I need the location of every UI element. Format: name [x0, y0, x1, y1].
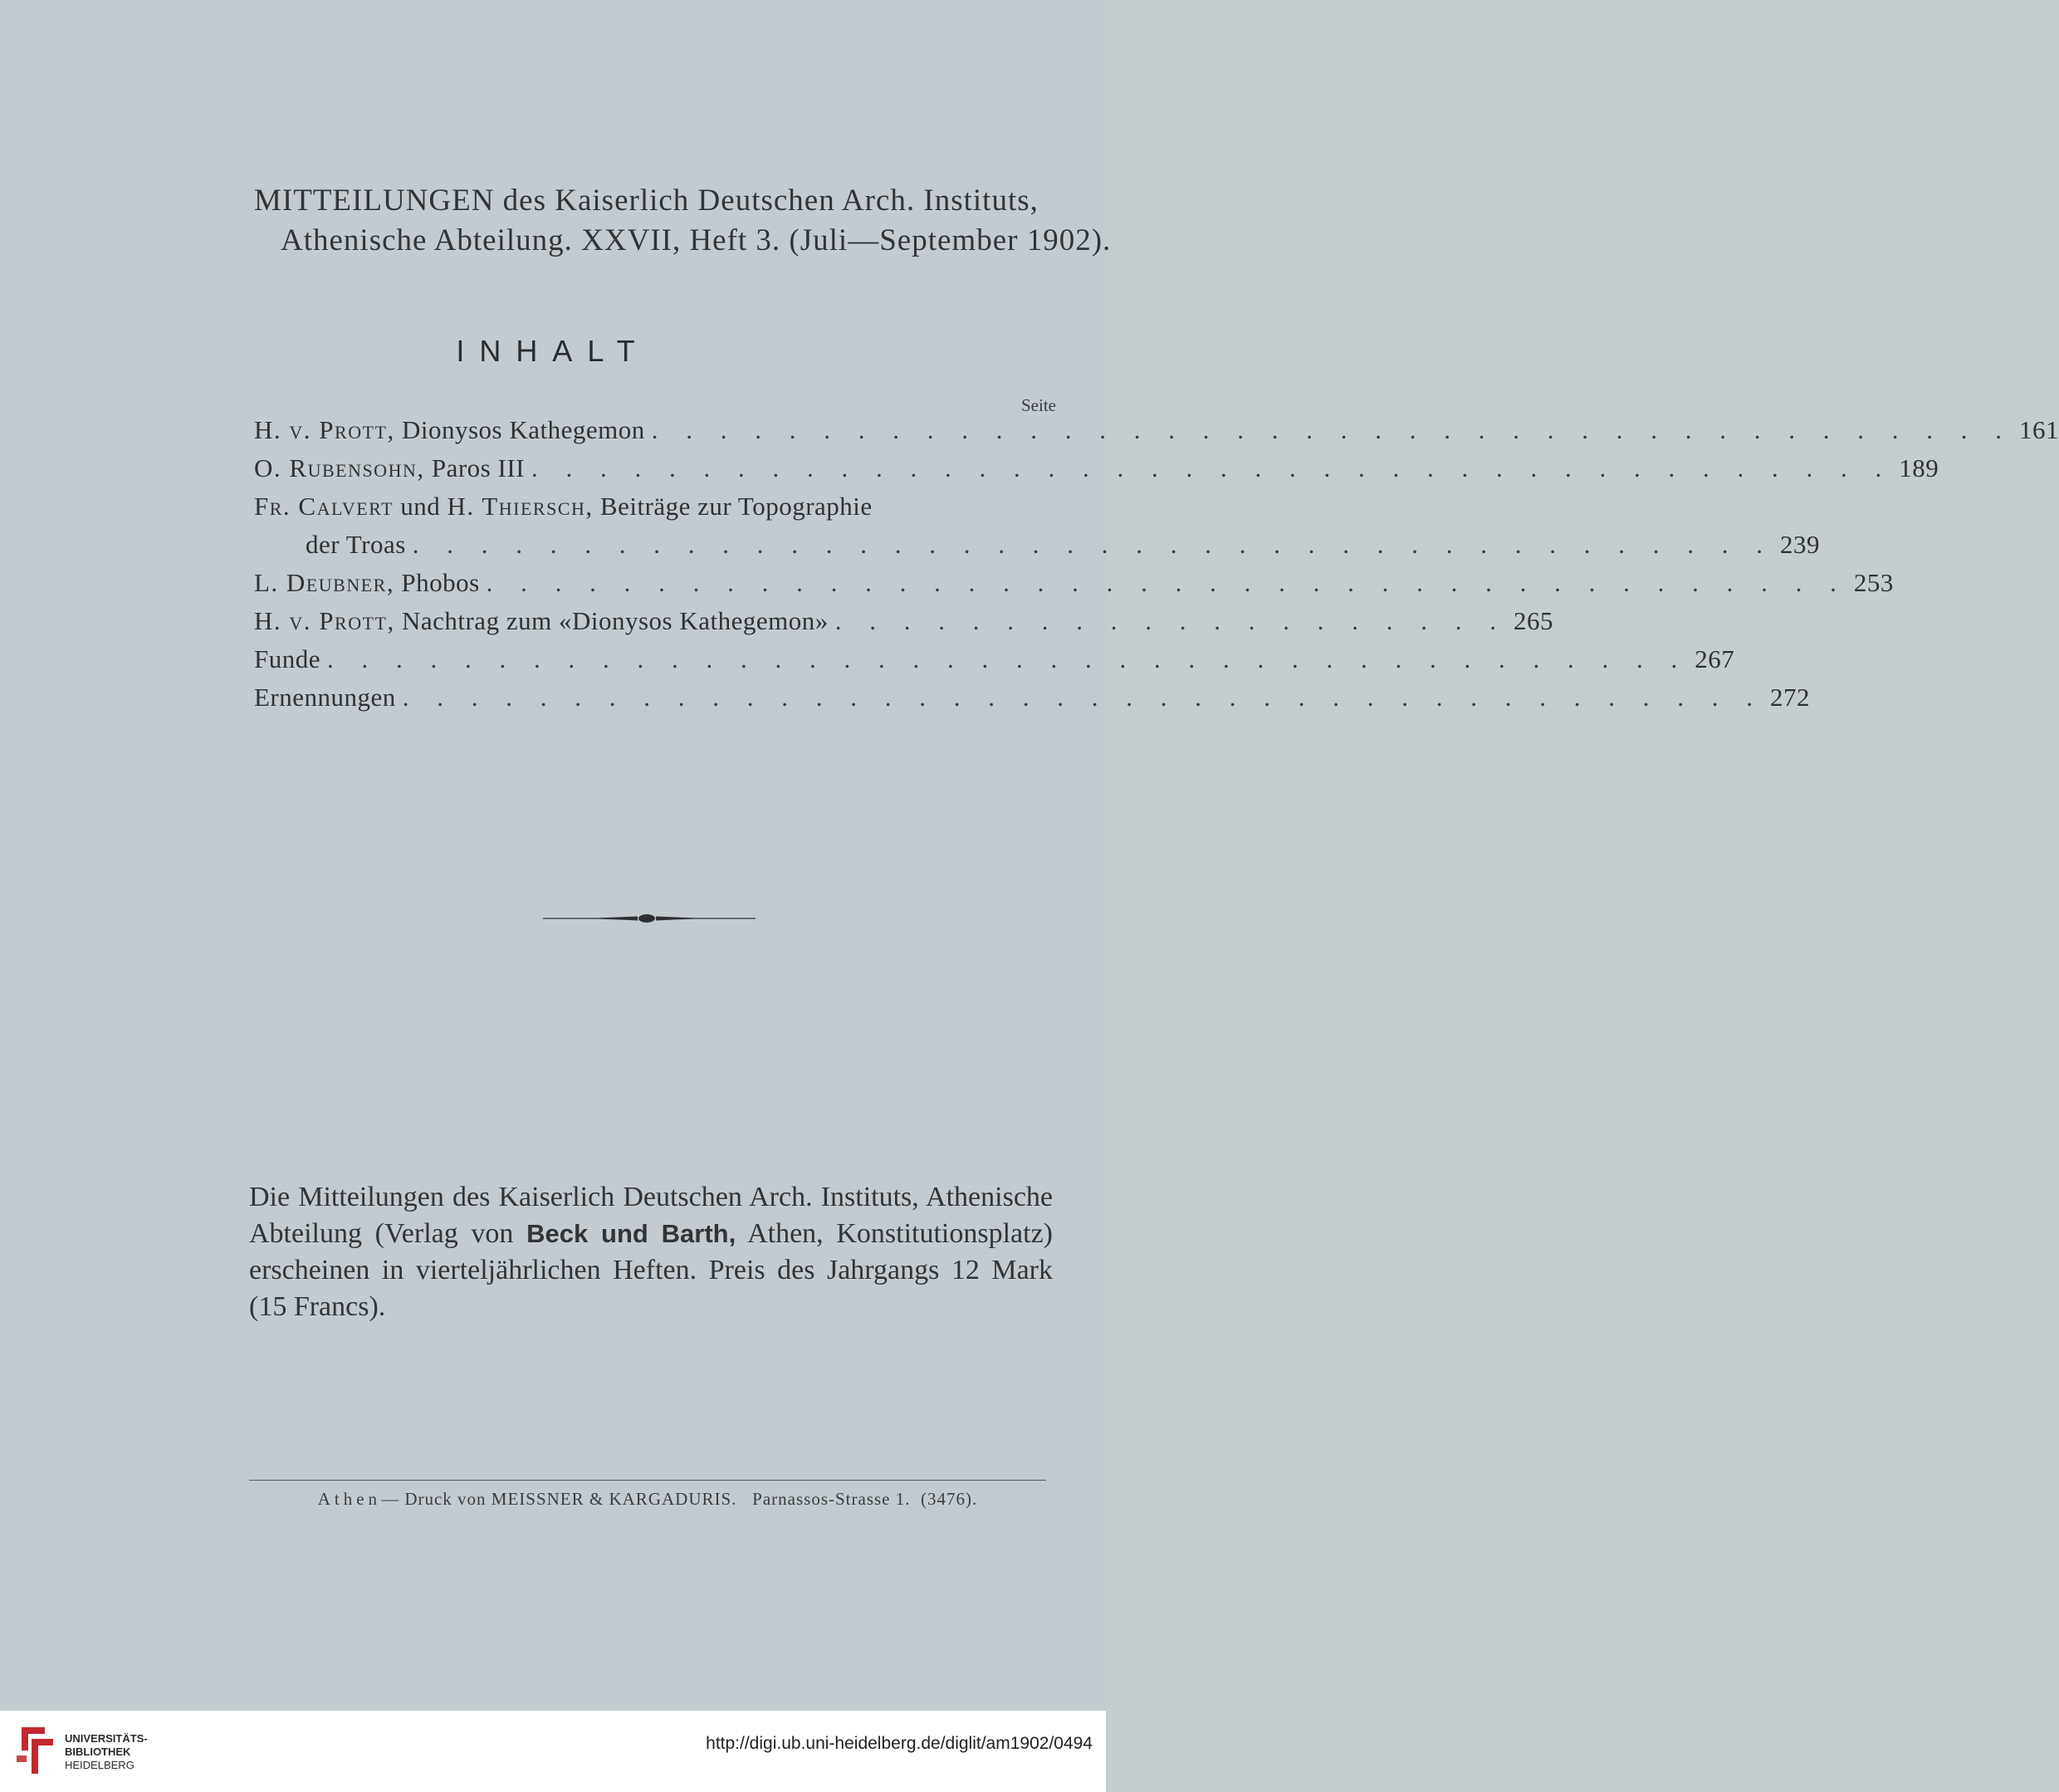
toc-title: Dionysos Kathegemon	[401, 415, 645, 444]
toc-entry	[254, 644, 1735, 681]
journal-header-line-1: MITTEILUNGEN des Kaiserlich Deutschen Arch. Instituts,	[254, 184, 1039, 218]
toc-author: H. v. Prott,	[254, 415, 395, 444]
library-name-line: BIBLIOTHEK	[65, 1745, 131, 1758]
toc-entry	[254, 606, 1553, 643]
toc-title: Ernennungen	[254, 683, 396, 712]
toc-entry	[254, 415, 2059, 452]
toc-page: 253	[1853, 568, 1894, 597]
toc-author: O. Rubensohn,	[254, 453, 425, 482]
toc-entry	[254, 453, 1939, 490]
toc-title: Beiträge zur Topographie	[599, 492, 873, 521]
toc-author: Fr. Calvert	[254, 492, 394, 521]
leader-dots: . . . . . . . . . . . . . . . . . . . . . . . . . . . . . . . . . . . . . . . .	[412, 530, 1774, 559]
imprint-number: (3476).	[921, 1489, 978, 1509]
leader-dots: . . . . . . . . . . . . . . . . . . . . . . . . . . . . . . . . . . . . . . . .	[651, 415, 2013, 444]
imprint-address: Parnassos-Strasse 1.	[752, 1489, 911, 1509]
toc-page: 272	[1770, 683, 1811, 712]
journal-header-line-2: Athenische Abteilung. XXVII, Heft 3. (Juli—September 1902).	[281, 223, 1112, 257]
library-footer-bar	[0, 1711, 1106, 1792]
notice-text: Die Mitteilungen des Kaiserlich Deutschen Arch. Instituts, Athenische Abteilung (Verlag von	[249, 1182, 1053, 1249]
toc-title: Nachtrag zum «Dionysos Kathegemon»	[401, 606, 829, 635]
toc-author: H. v. Prott,	[254, 606, 395, 635]
imprint-city: Athen	[317, 1489, 382, 1509]
library-name	[65, 1732, 198, 1772]
leader-dots: . . . . . . . . . . . . . . . . . . . . . . . . . . . . . . . . . . . . . . . .	[486, 568, 1847, 597]
toc-page: 239	[1780, 530, 1821, 559]
leader-dots: . . . . . . . . . . . . . . . . . . . . . . . . . . . . . . . . . . . . . . . .	[402, 683, 1764, 712]
notice-text-2: Athen, Konstitutionsplatz) erscheinen in vierteljährlichen Heften. Preis des Jahrgangs 12 Mark (15 Francs).	[249, 1218, 1054, 1322]
toc-title-continued: der Troas	[306, 530, 406, 559]
toc-author-2: H. Thiersch,	[447, 492, 594, 521]
toc-connector: und	[400, 492, 441, 521]
imprint-rule	[249, 1480, 1046, 1481]
toc-page: 161	[2019, 415, 2059, 444]
page-column-label: Seite	[1021, 395, 1056, 415]
library-logo-icon	[10, 1722, 60, 1779]
leader-dots: . . . . . . . . . . . . . . . . . . . . . . . . . . . . . . . . . . . . . . . .	[327, 644, 1689, 673]
toc-title: Funde	[254, 644, 320, 673]
toc-entry	[254, 568, 1894, 605]
library-name-line: HEIDELBERG	[65, 1759, 134, 1771]
page-title: INHALT	[456, 334, 650, 368]
ornament-divider	[538, 910, 762, 927]
imprint-printer: — Druck von MEISSNER & KARGADURIS.	[381, 1489, 737, 1509]
toc-title: Phobos	[401, 568, 480, 597]
toc-author: L. Deubner,	[254, 568, 395, 597]
toc-entry	[254, 492, 1056, 528]
permalink-url[interactable]: http://digi.ub.uni-heidelberg.de/diglit/am1902/0494	[706, 1734, 1093, 1753]
leader-dots: . . . . . . . . . . . . . . . . . . . . . . . . . . . . . . . . . . . . . . . .	[531, 453, 1893, 482]
library-name-line: UNIVERSITÄTS-	[65, 1732, 148, 1745]
toc-entry-continuation	[306, 530, 1821, 566]
toc-page: 189	[1899, 453, 1939, 482]
toc-page: 267	[1695, 644, 1735, 673]
publisher-name: Beck und Barth,	[526, 1219, 736, 1248]
leader-dots: . . . . . . . . . . . . . . . . . . . .	[834, 606, 1507, 635]
publication-notice	[249, 1179, 1053, 1325]
toc-page: 265	[1513, 606, 1553, 635]
toc-title: Paros III	[431, 453, 525, 482]
printer-imprint	[249, 1489, 1046, 1510]
toc-entry	[254, 683, 1811, 719]
